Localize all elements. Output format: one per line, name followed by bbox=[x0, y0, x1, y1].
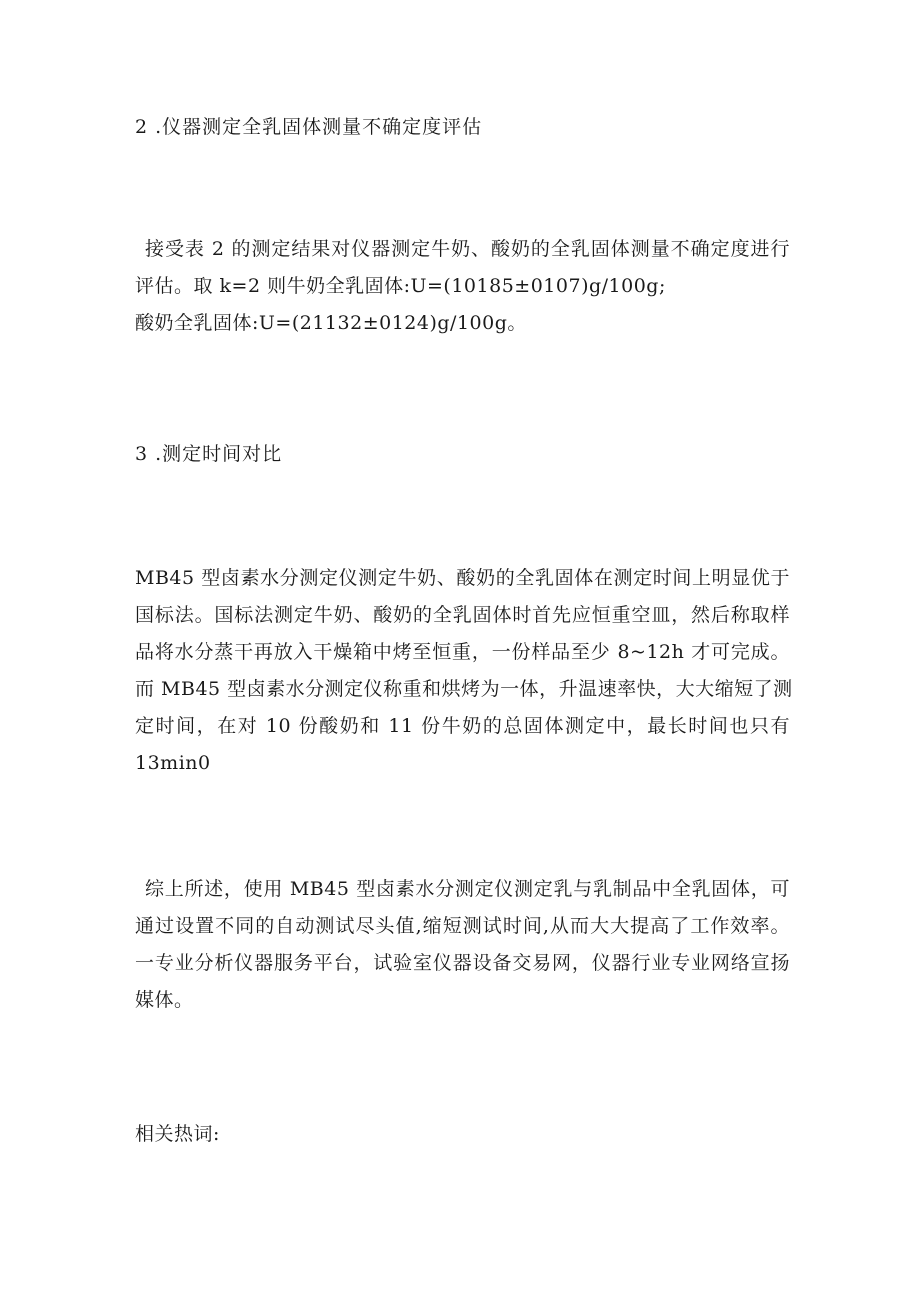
paragraph-line: 定时间，在对 10 份酸奶和 11 份牛奶的总固体测定中，最长时间也只有 bbox=[135, 715, 790, 737]
related-keywords-label: 相关热词: bbox=[135, 1123, 220, 1145]
paragraph-conclusion bbox=[135, 871, 790, 1019]
section-heading-2: 2 .仪器测定全乳固体测量不确定度评估 bbox=[135, 116, 483, 138]
paragraph-line: 酸奶全乳固体:U=(21132±0124)g/100g。 bbox=[135, 312, 527, 334]
paragraph-line: 一专业分析仪器服务平台，试验室仪器设备交易网，仪器行业专业网络宣扬 bbox=[135, 952, 790, 974]
paragraph-line: 国标法。国标法测定牛奶、酸奶的全乳固体时首先应恒重空皿，然后称取样 bbox=[135, 604, 790, 626]
paragraph-line: 而 MB45 型卤素水分测定仪称重和烘烤为一体，升温速率快，大大缩短了测 bbox=[135, 678, 793, 700]
paragraph-line: 13min0 bbox=[135, 752, 211, 774]
paragraph-time-comparison bbox=[135, 560, 793, 782]
paragraph-line: 通过设置不同的自动测试尽头值,缩短测试时间,从而大大提高了工作效率。 bbox=[135, 915, 790, 937]
paragraph-line: 接受表 2 的测定结果对仪器测定牛奶、酸奶的全乳固体测量不确定度进行 bbox=[145, 238, 790, 260]
paragraph-line: 评估。取 k=2 则牛奶全乳固体:U=(10185±0107)g/100g; bbox=[135, 275, 666, 297]
section-heading-3: 3 .测定时间对比 bbox=[135, 443, 283, 465]
paragraph-line: 媒体。 bbox=[135, 989, 194, 1011]
paragraph-uncertainty bbox=[135, 231, 790, 342]
paragraph-line: MB45 型卤素水分测定仪测定牛奶、酸奶的全乳固体在测定时间上明显优于 bbox=[135, 567, 790, 589]
paragraph-line: 品将水分蒸干再放入干燥箱中烤至恒重，一份样品至少 8~12h 才可完成。 bbox=[135, 641, 790, 663]
paragraph-line: 综上所述，使用 MB45 型卤素水分测定仪测定乳与乳制品中全乳固体，可 bbox=[145, 878, 790, 900]
